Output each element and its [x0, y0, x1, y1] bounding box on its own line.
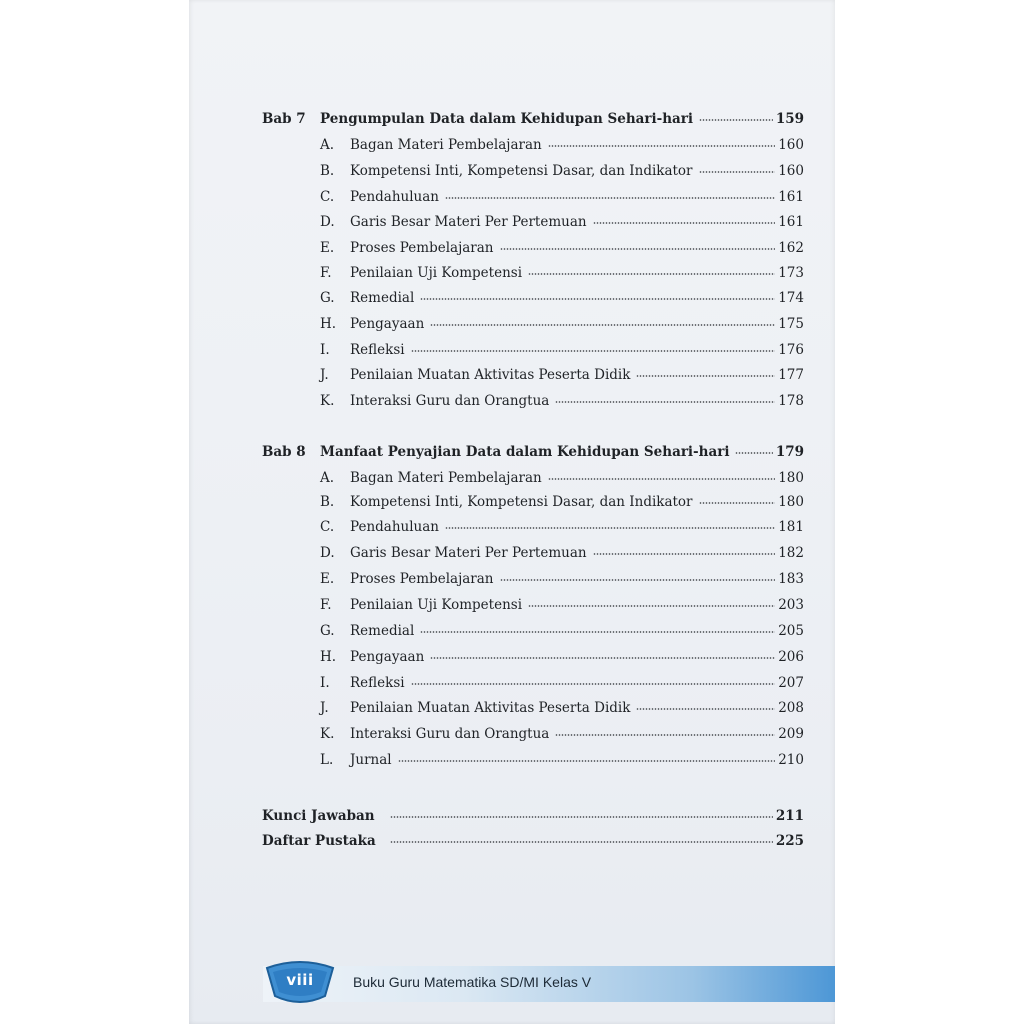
chapter-entry[interactable]	[320, 110, 804, 128]
page-number: 206	[778, 649, 804, 665]
dot-leader	[593, 553, 776, 555]
page-number: 160	[778, 163, 804, 179]
toc-item[interactable]	[350, 699, 804, 717]
dot-leader	[699, 502, 776, 504]
dot-leader	[528, 605, 775, 607]
chapter-label: Bab 8	[262, 444, 306, 460]
toc-item[interactable]	[350, 648, 804, 666]
toc-item[interactable]	[350, 596, 804, 614]
dot-leader	[500, 248, 776, 250]
item-letter: D.	[320, 545, 335, 561]
item-title: Remedial	[350, 623, 415, 639]
footer-book-title: Buku Guru Matematika SD/MI Kelas V	[353, 974, 592, 990]
toc-item[interactable]	[350, 213, 804, 231]
item-title: Interaksi Guru dan Orangtua	[350, 393, 550, 409]
page-number: 174	[778, 290, 804, 306]
dot-leader	[411, 683, 776, 685]
dot-leader	[430, 657, 775, 659]
dot-leader	[548, 145, 776, 147]
item-title: Kompetensi Inti, Kompetensi Dasar, dan Indikator	[350, 494, 693, 510]
toc-item[interactable]	[350, 725, 804, 743]
page-number: 211	[775, 808, 804, 824]
item-title: Penilaian Muatan Aktivitas Peserta Didik	[350, 367, 631, 383]
dot-leader	[445, 197, 775, 199]
chapter-title: Pengumpulan Data dalam Kehidupan Sehari-hari	[320, 111, 694, 127]
item-letter: C.	[320, 189, 335, 205]
page-number: 183	[778, 571, 804, 587]
page-number: 182	[778, 545, 804, 561]
item-letter: H.	[320, 649, 337, 665]
dot-leader	[735, 452, 772, 454]
item-letter: K.	[320, 393, 335, 409]
item-title: Garis Besar Materi Per Pertemuan	[350, 214, 587, 230]
dot-leader	[636, 375, 775, 377]
toc-item[interactable]	[350, 136, 804, 154]
item-letter: A.	[320, 470, 335, 486]
page-number: 207	[778, 675, 804, 691]
toc-item[interactable]	[350, 341, 804, 359]
item-title: Pengayaan	[350, 316, 425, 332]
item-letter: A.	[320, 137, 335, 153]
page-number: 173	[778, 265, 804, 281]
page-number: 177	[778, 367, 804, 383]
page-number: 161	[778, 189, 804, 205]
item-letter: J.	[320, 700, 329, 716]
toc-item[interactable]	[350, 518, 804, 536]
page-number: 205	[778, 623, 804, 639]
chapter-title: Manfaat Penyajian Data dalam Kehidupan Sehari-hari	[320, 444, 730, 460]
page-number: 208	[778, 700, 804, 716]
toc-item[interactable]	[350, 289, 804, 307]
toc-item[interactable]	[350, 622, 804, 640]
page-number: 176	[778, 342, 804, 358]
item-title: Garis Besar Materi Per Pertemuan	[350, 545, 587, 561]
page-number: 161	[778, 214, 804, 230]
page-number: 179	[775, 444, 804, 460]
page-number: 160	[778, 137, 804, 153]
dot-leader	[500, 579, 776, 581]
item-title: Penilaian Muatan Aktivitas Peserta Didik	[350, 700, 631, 716]
back-matter-title: Kunci Jawaban	[262, 808, 375, 824]
dot-leader	[528, 273, 775, 275]
toc-item[interactable]	[350, 751, 804, 769]
item-letter: G.	[320, 623, 335, 639]
toc-item[interactable]	[350, 469, 804, 487]
item-letter: I.	[320, 342, 330, 358]
item-letter: J.	[320, 367, 329, 383]
dot-leader	[699, 119, 773, 121]
document-page	[189, 0, 835, 1024]
dot-leader	[445, 527, 775, 529]
item-letter: B.	[320, 163, 335, 179]
page-number: 162	[778, 240, 804, 256]
toc-item[interactable]	[350, 674, 804, 692]
dot-leader	[593, 222, 776, 224]
dot-leader	[411, 350, 776, 352]
item-title: Bagan Materi Pembelajaran	[350, 470, 542, 486]
toc-item[interactable]	[350, 188, 804, 206]
back-matter-title: Daftar Pustaka	[262, 833, 376, 849]
toc-item[interactable]	[350, 239, 804, 257]
item-title: Bagan Materi Pembelajaran	[350, 137, 542, 153]
item-letter: E.	[320, 240, 335, 256]
dot-leader	[555, 401, 775, 403]
page-number: 178	[778, 393, 804, 409]
item-title: Interaksi Guru dan Orangtua	[350, 726, 550, 742]
dot-leader	[420, 631, 775, 633]
chapter-entry[interactable]	[320, 443, 804, 461]
page-number: 181	[778, 519, 804, 535]
dot-leader	[420, 298, 775, 300]
item-letter: D.	[320, 214, 335, 230]
page-number: 203	[778, 597, 804, 613]
item-letter: B.	[320, 494, 335, 510]
toc-item[interactable]	[350, 544, 804, 562]
page-number: 210	[778, 752, 804, 768]
dot-leader	[398, 760, 776, 762]
item-title: Proses Pembelajaran	[350, 240, 494, 256]
toc-item[interactable]	[350, 366, 804, 384]
item-title: Penilaian Uji Kompetensi	[350, 265, 523, 281]
back-matter-entry-kunci-jawaban[interactable]	[262, 807, 804, 825]
dot-leader	[699, 171, 776, 173]
item-letter: K.	[320, 726, 335, 742]
item-letter: H.	[320, 316, 337, 332]
dot-leader	[555, 734, 775, 736]
item-title: Pendahuluan	[350, 519, 439, 535]
page-number: 225	[775, 833, 804, 849]
item-title: Refleksi	[350, 675, 405, 691]
footer-page-number: viii	[286, 971, 314, 989]
item-title: Remedial	[350, 290, 415, 306]
item-title: Kompetensi Inti, Kompetensi Dasar, dan Indikator	[350, 163, 693, 179]
page-number: 180	[778, 470, 804, 486]
page-number: 175	[778, 316, 804, 332]
page-number: 209	[778, 726, 804, 742]
item-letter: I.	[320, 675, 330, 691]
toc-item[interactable]	[350, 493, 804, 511]
dot-leader	[636, 708, 775, 710]
page-number: 180	[778, 494, 804, 510]
toc-item[interactable]	[350, 264, 804, 282]
toc-item[interactable]	[350, 570, 804, 588]
dot-leader	[548, 478, 776, 480]
toc-item[interactable]	[350, 315, 804, 333]
item-title: Pendahuluan	[350, 189, 439, 205]
item-letter: F.	[320, 265, 332, 281]
dot-leader	[390, 841, 773, 843]
toc-item[interactable]	[350, 162, 804, 180]
item-letter: E.	[320, 571, 335, 587]
item-letter: G.	[320, 290, 335, 306]
dot-leader	[430, 324, 775, 326]
item-letter: C.	[320, 519, 335, 535]
item-letter: L.	[320, 752, 334, 768]
item-title: Proses Pembelajaran	[350, 571, 494, 587]
item-title: Refleksi	[350, 342, 405, 358]
page-number: 159	[775, 111, 804, 127]
toc-item[interactable]	[350, 392, 804, 410]
dot-leader	[390, 816, 773, 818]
item-letter: F.	[320, 597, 332, 613]
item-title: Pengayaan	[350, 649, 425, 665]
item-title: Jurnal	[350, 752, 392, 768]
back-matter-entry-daftar-pustaka[interactable]	[262, 832, 804, 850]
item-title: Penilaian Uji Kompetensi	[350, 597, 523, 613]
chapter-label: Bab 7	[262, 111, 306, 127]
